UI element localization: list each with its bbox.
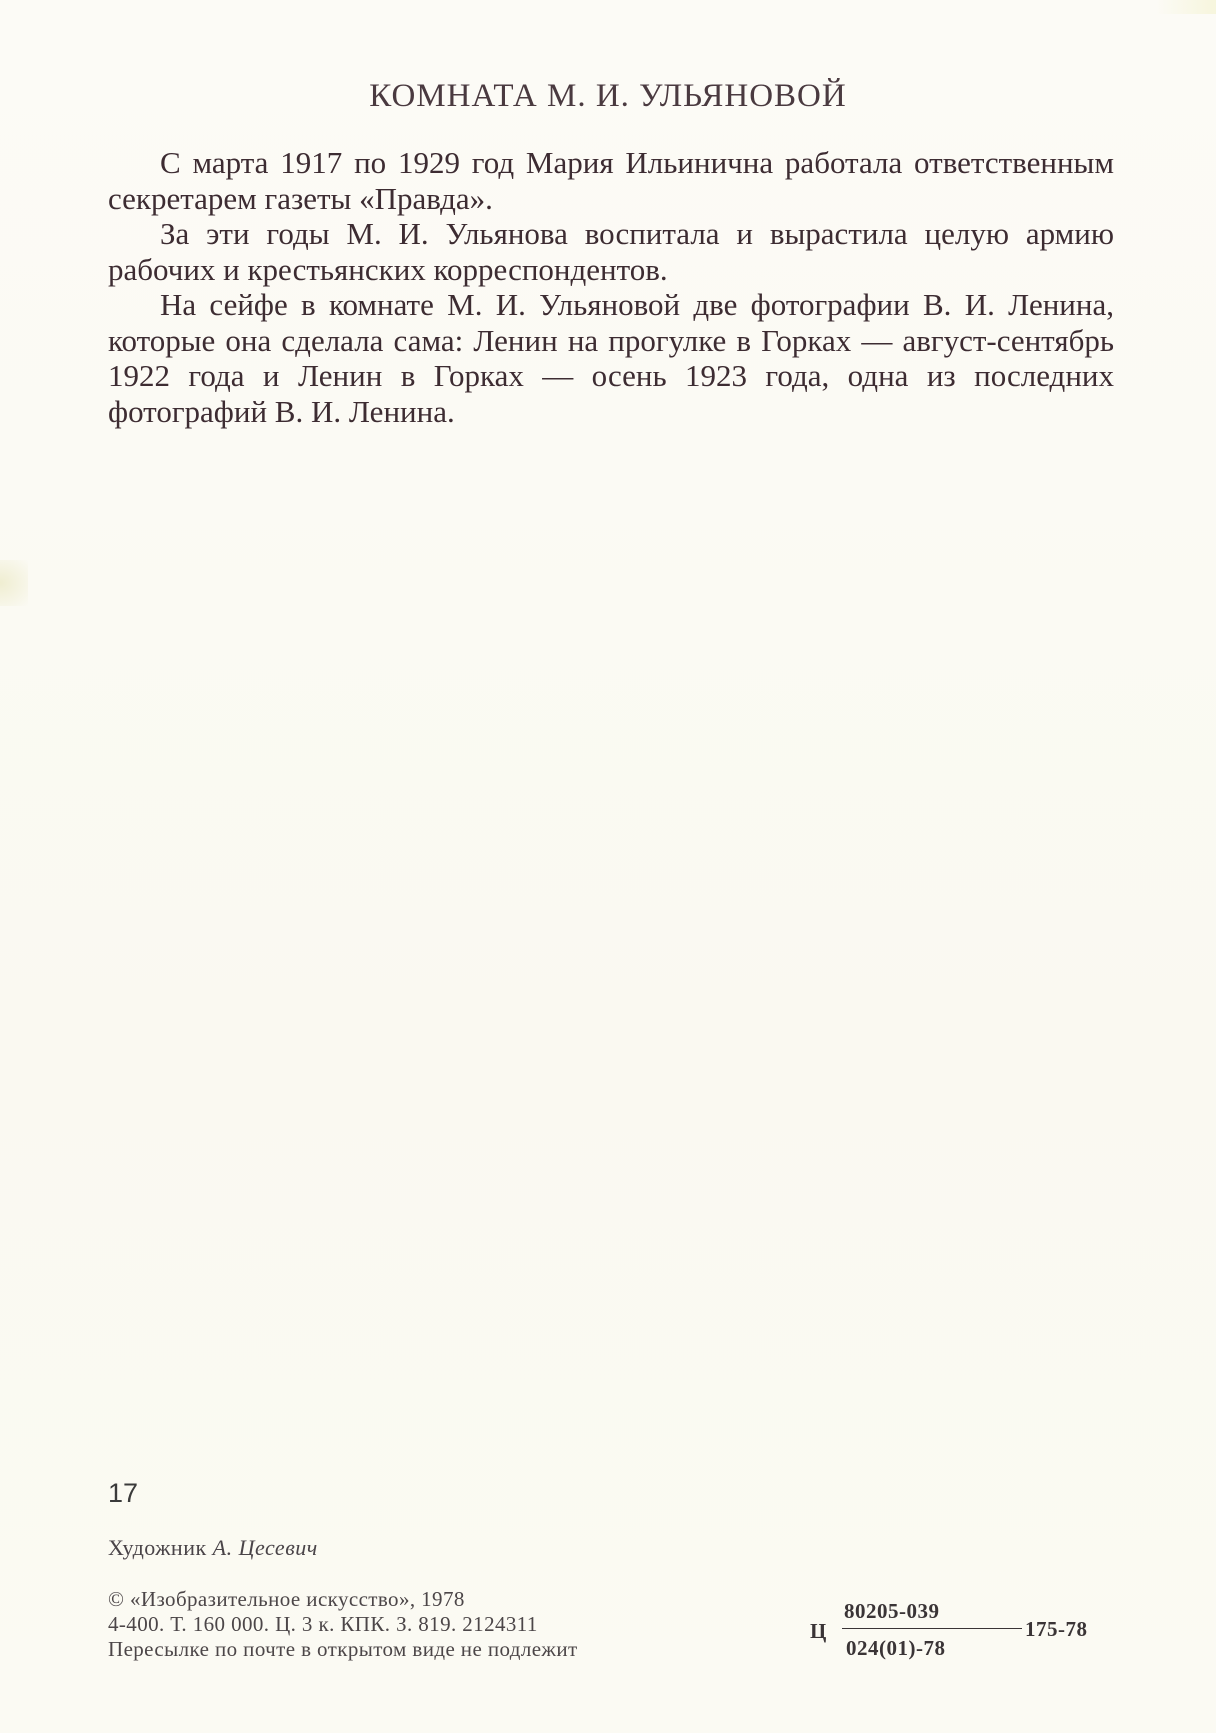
publication-code-numerator: 80205-039 <box>844 1599 940 1623</box>
paper-discoloration <box>1156 0 1216 14</box>
publication-code-prefix: Ц <box>810 1619 827 1643</box>
paper-discoloration <box>0 560 28 606</box>
publication-code-suffix: 175-78 <box>1025 1617 1088 1641</box>
paragraph-2: За эти годы М. И. Ульянова воспитала и вырастила целую армию рабочих и крестьянских корреспондентов. <box>108 216 1114 287</box>
description-text <box>108 145 1114 429</box>
artist-credit <box>108 1535 318 1561</box>
artist-name: А. Цесевич <box>212 1535 318 1560</box>
page-number: 17 <box>108 1478 139 1508</box>
copyright-line: © «Изобразительное искусство», 1978 <box>108 1587 465 1611</box>
mail-note-line: Пересылке по почте в открытом виде не подлежит <box>108 1637 578 1661</box>
publication-code <box>810 1599 1110 1669</box>
paragraph-1: С марта 1917 по 1929 год Мария Ильинична работала ответственным секретарем газеты «Правда». <box>108 145 1114 216</box>
imprint-block <box>108 1587 578 1662</box>
page-title: КОМНАТА М. И. УЛЬЯНОВОЙ <box>369 78 847 114</box>
artist-label: Художник <box>108 1535 207 1560</box>
print-details-line: 4-400. Т. 160 000. Ц. 3 к. КПК. З. 819. 2124311 <box>108 1612 538 1636</box>
paragraph-3: На сейфе в комнате М. И. Ульяновой две фотографии В. И. Ленина, которые она сделала сама: Ленин на прогулке в Горках — август-сентябрь 1922 года и Ленин в Горках — осень 1923 года, одна из последних фотографий В. И. Ленина. <box>108 287 1114 429</box>
fraction-bar <box>842 1628 1022 1629</box>
publication-code-denominator: 024(01)-78 <box>846 1636 946 1660</box>
